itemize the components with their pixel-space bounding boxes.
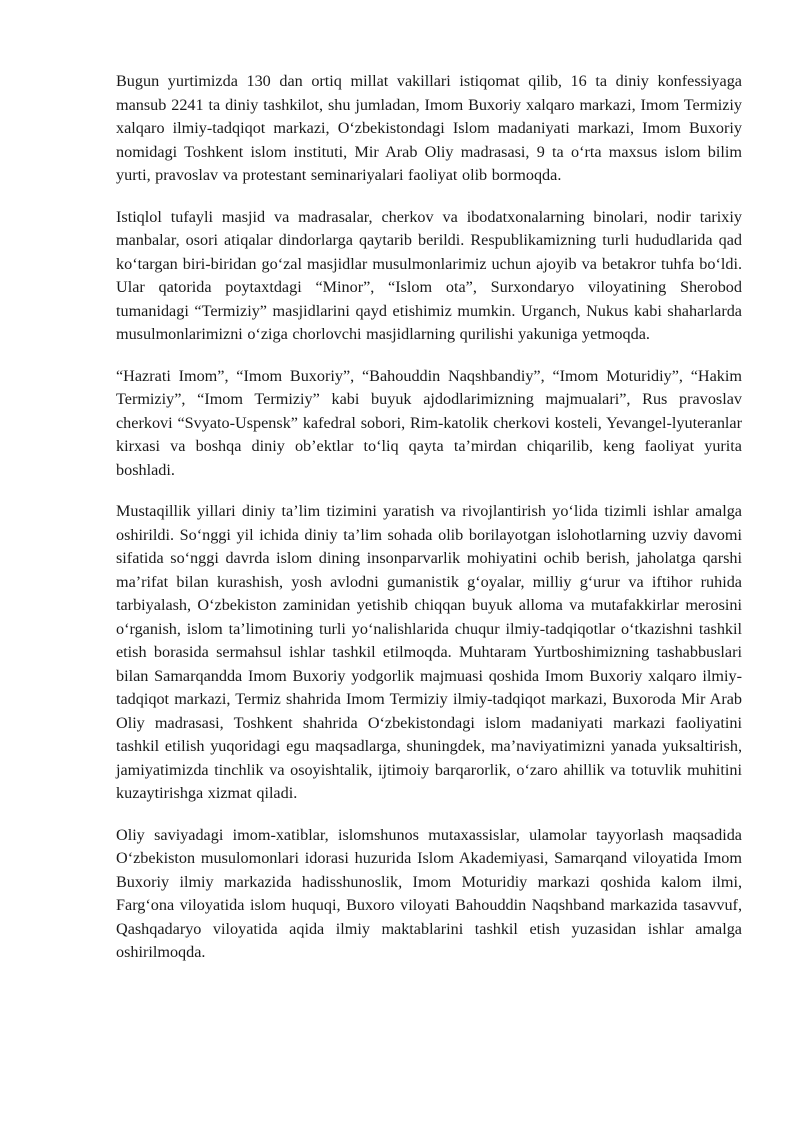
paragraph-islamic-academy: Oliy saviyadagi imom-xatiblar, islomshunos mutaxassislar, ulamolar tayyorlash maqsadida O‘zbekiston musulomonlari idorasi huzurida Islom Akademiyasi, Samarqand viloyatida Imom Buxoriy ilmiy markazida hadisshunoslik, Imom Moturidiy markazi qoshida kalom ilmi, Farg‘ona viloyatida islom huquqi, Buxoro viloyati Bahouddin Naqshband markazida tasavvuf, Qashqadaryo viloyatida aqida ilmiy maktablarini tashkil etish yuzasidan ishlar amalga oshirilmoqda.	[116, 825, 742, 961]
document-page	[116, 70, 742, 983]
paragraph-independence-mosques: Istiqlol tufayli masjid va madrasalar, cherkov va ibodatxonalarning binolari, nodir tarixiy manbalar, osori atiqalar dindorlarga qaytarib berildi. Respublikamizning turli hududlarida qad ko‘targan biri-biridan go‘zal masjidlar musulmonlarimiz uchun ajoyib va betakror tuhfa bo‘ldi. Ular qatorida poytaxtdagi “Minor”, “Islom ota”, Surxondaryo viloyatining Sherobod tumanidagi “Termiziy” masjidlarini qayd etishimiz mumkin. Urganch, Nukus kabi shaharlarda musulmonlarimizni o‘ziga chorlovchi masjidlarning qurilishi yakuniga yetmoqda.	[116, 207, 742, 343]
paragraph-restored-complexes: “Hazrati Imom”, “Imom Buxoriy”, “Bahouddin Naqshbandiy”, “Imom Moturidiy”, “Hakim Termiziy”, “Imom Termiziy” kabi buyuk ajdodlarimizning majmualari”, Rus pravoslav cherkovi “Svyato-Uspensk” kafedral sobori, Rim-katolik cherkovi kosteli, Yevangel-lyuteranlar kirxasi va boshqa diniy ob’ektlar to‘liq qayta ta’mirdan chiqarilib, keng faoliyat yurita boshladi.	[116, 366, 742, 479]
paragraph-religious-education: Mustaqillik yillari diniy ta’lim tizimini yaratish va rivojlantirish yo‘lida tizimli ishlar amalga oshirildi. So‘nggi yil ichida diniy ta’lim sohada olib borilayotgan islohotlarning uzviy davomi sifatida so‘nggi davrda islom dining insonparvarlik mohiyatini ochib berish, jaholatga qarshi ma’rifat bilan kurashish, yosh avlodni gumanistik g‘oyalar, milliy g‘urur va iftihor ruhida tarbiyalash, O‘zbekiston zaminidan yetishib chiqqan buyuk alloma va mutafakkirlar merosini o‘rganish, islom ta’limotining turli yo‘nalishlarida chuqur ilmiy-tadqiqotlar o‘tkazishni tashkil etish borasida sermahsul ishlar tashkil etilmoqda. Muhtaram Yurtboshimizning tashabbuslari bilan Samarqandda Imom Buxoriy yodgorlik majmuasi qoshida Imom Buxoriy xalqaro ilmiy-tadqiqot markazi, Termiz shahrida Imom Termiziy ilmiy-tadqiqot markazi, Buxoroda Mir Arab Oliy madrasasi, Toshkent shahrida O‘zbekistondagi islom madaniyati markazi faoliyatini tashkil etilish yuqoridagi egu maqsadlarga, shuningdek, ma’naviyatimizni yanada yuksaltirish, jamiyatimizda tinchlik va osoyishtalik, ijtimoiy barqarorlik, o‘zaro ahillik va totuvlik muhitini kuzaytirishga xizmat qiladi.	[116, 502, 742, 802]
paragraph-confessions: Bugun yurtimizda 130 dan ortiq millat vakillari istiqomat qilib, 16 ta diniy konfessiyaga mansub 2241 ta diniy tashkilot, shu jumladan, Imom Buxoriy xalqaro markazi, Imom Termiziy xalqaro ilmiy-tadqiqot markazi, O‘zbekistondagi Islom madaniyati markazi, Imom Buxoriy nomidagi Toshkent islom instituti, Mir Arab Oliy madrasasi, 9 ta o‘rta maxsus islom bilim yurti, pravoslav va protestant seminariyalari faoliyat olib bormoqda.	[116, 72, 742, 184]
